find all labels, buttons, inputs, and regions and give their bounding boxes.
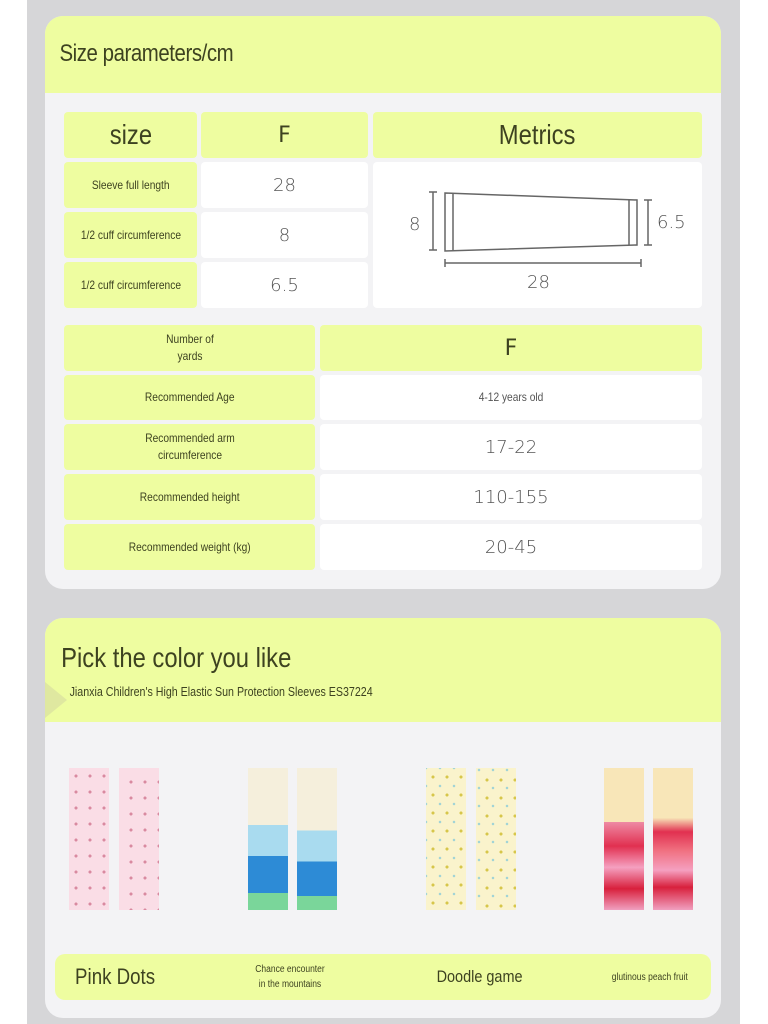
color-card-header xyxy=(45,618,721,722)
header-size xyxy=(64,112,197,158)
sleeve-diagram xyxy=(373,162,702,308)
row-label xyxy=(64,262,197,308)
row-label-text: Recommended arm circumference xyxy=(144,431,235,462)
header-yards xyxy=(64,325,315,371)
option-doodle[interactable] xyxy=(425,954,535,1000)
pink-sleeve-left xyxy=(69,768,109,910)
row-value xyxy=(320,424,702,470)
yellow-sleeve-left xyxy=(426,768,466,910)
row-value-text: 17-22 xyxy=(484,436,538,458)
row-label xyxy=(64,375,315,420)
mountain-sleeve-left xyxy=(248,768,288,910)
row-value-text: 6.5 xyxy=(270,274,299,296)
color-section-title: Pick the color you like xyxy=(61,642,292,673)
option-label: Chance encounter in the mountains xyxy=(255,964,325,990)
row-value xyxy=(201,212,368,258)
peach-sleeve-right xyxy=(653,768,693,910)
option-label: Doodle game xyxy=(437,967,523,986)
header-metrics xyxy=(373,112,702,158)
diagram-length-value: 28 xyxy=(527,272,550,293)
option-mountain[interactable] xyxy=(245,954,335,1000)
header-size-label: size xyxy=(109,119,152,150)
mountain-sleeve-right xyxy=(297,768,337,910)
row-value-text: 20-45 xyxy=(484,536,538,558)
yellow-sleeve-right xyxy=(476,768,516,910)
diagram-left-value: 8 xyxy=(409,214,421,235)
header-f xyxy=(201,112,368,158)
row-value xyxy=(320,474,702,520)
row-value xyxy=(201,262,368,308)
option-label: glutinous peach fruit xyxy=(611,971,689,983)
row-value-text: 110-155 xyxy=(473,486,549,508)
row-value-text: 8 xyxy=(278,224,291,246)
peach-sleeve-left xyxy=(604,768,644,910)
product-subtitle: Jianxia Children's High Elastic Sun Protection Sleeves ES37224 xyxy=(69,684,373,699)
row-label-text: Recommended height xyxy=(139,489,240,504)
row-label xyxy=(64,424,315,470)
row-label xyxy=(64,162,197,208)
option-pink-dots[interactable] xyxy=(55,954,175,1000)
row-label xyxy=(64,212,197,258)
header-f-label: F xyxy=(278,122,291,148)
row-value-text: 28 xyxy=(273,174,296,196)
pink-sleeve-right xyxy=(119,768,159,910)
header-f2 xyxy=(320,325,702,371)
row-label-text: Sleeve full length xyxy=(91,177,170,192)
header-metrics-label: Metrics xyxy=(499,119,576,150)
row-value xyxy=(320,375,702,420)
color-picker-card xyxy=(45,618,721,1018)
option-names-bar xyxy=(55,954,711,1000)
header-f2-label: F xyxy=(504,335,518,361)
row-label-text: 1/2 cuff circumference xyxy=(80,277,181,292)
size-parameters-card xyxy=(45,16,721,589)
diagram-right-value: 6.5 xyxy=(657,212,686,233)
row-value-text: 4-12 years old xyxy=(478,390,544,404)
size-card-header xyxy=(45,16,721,93)
row-label-text: 1/2 cuff circumference xyxy=(80,227,181,242)
row-label-text: Recommended weight (kg) xyxy=(128,539,251,554)
option-label: Pink Dots xyxy=(74,964,156,989)
size-section-title: Size parameters/cm xyxy=(59,40,234,67)
row-label xyxy=(64,474,315,520)
row-label-text: Recommended Age xyxy=(144,390,235,404)
option-peach[interactable] xyxy=(595,954,705,1000)
row-label xyxy=(64,524,315,570)
notch-decoration xyxy=(45,682,67,718)
row-value xyxy=(201,162,368,208)
header-yards-label: Number of yards xyxy=(165,332,214,363)
row-value xyxy=(320,524,702,570)
